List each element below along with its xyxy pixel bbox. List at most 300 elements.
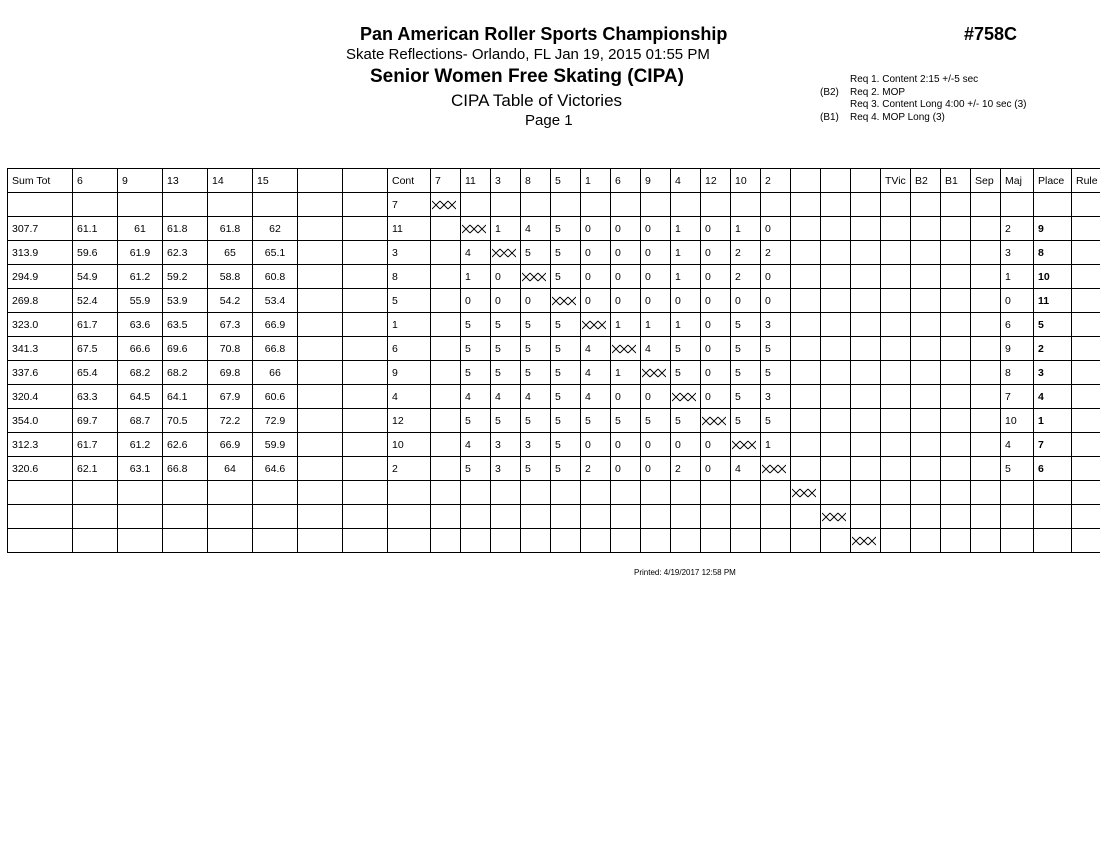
table-cell (671, 193, 701, 217)
table-cell: 69.6 (163, 337, 208, 361)
table-cell (1072, 265, 1100, 289)
location-date: Skate Reflections- Orlando, FL Jan 19, 2015 01:55 PM (346, 46, 710, 63)
table-cell (911, 241, 941, 265)
table-cell: 0 (761, 217, 791, 241)
table-cell: 53.9 (163, 289, 208, 313)
table-cell (343, 241, 388, 265)
table-cell (343, 481, 388, 505)
table-row (8, 337, 1100, 361)
table-cell (821, 313, 851, 337)
table-cell: 1 (611, 313, 641, 337)
table-cell (851, 337, 881, 361)
table-cell (911, 481, 941, 505)
table-cell: 4 (731, 457, 761, 481)
table-cell (611, 529, 641, 553)
table-cell: 2 (388, 457, 431, 481)
self-match-cross-icon (702, 416, 726, 426)
column-header: 12 (701, 169, 731, 193)
table-cell (388, 505, 431, 529)
table-cell: 0 (641, 289, 671, 313)
table-cell: 337.6 (8, 361, 73, 385)
table-cell (431, 529, 461, 553)
table-cell (791, 385, 821, 409)
table-cell (821, 385, 851, 409)
table-cell (731, 529, 761, 553)
table-cell: 4 (1001, 433, 1034, 457)
self-match-cross-icon (612, 344, 636, 354)
table-cell (491, 529, 521, 553)
table-cell: 59.6 (73, 241, 118, 265)
table-cell (431, 505, 461, 529)
table-cell (761, 529, 791, 553)
self-match-cross-icon (642, 368, 666, 378)
table-cell (343, 217, 388, 241)
table-cell (851, 289, 881, 313)
table-cell (343, 361, 388, 385)
table-cell: 61.8 (208, 217, 253, 241)
table-cell: 1 (388, 313, 431, 337)
table-cell: 5 (461, 361, 491, 385)
table-cell (551, 505, 581, 529)
table-cell (851, 313, 881, 337)
table-cell: 58.8 (208, 265, 253, 289)
table-cell (971, 241, 1001, 265)
table-cell (731, 193, 761, 217)
table-cell: 60.8 (253, 265, 298, 289)
table-cell: 313.9 (8, 241, 73, 265)
table-cell: 0 (701, 241, 731, 265)
table-cell (461, 217, 491, 241)
self-match-cross-icon (852, 536, 876, 546)
table-cell (761, 457, 791, 481)
victories-table (7, 168, 1100, 553)
table-cell (881, 529, 911, 553)
table-cell: 54.2 (208, 289, 253, 313)
table-cell (641, 193, 671, 217)
table-cell: 69.7 (73, 409, 118, 433)
table-cell: 0 (581, 241, 611, 265)
table-cell: 3 (761, 385, 791, 409)
table-cell: 0 (491, 265, 521, 289)
table-cell (73, 481, 118, 505)
table-cell (431, 361, 461, 385)
table-cell (253, 505, 298, 529)
table-cell (821, 241, 851, 265)
table-row (8, 217, 1100, 241)
table-cell: 5 (461, 313, 491, 337)
table-cell: 68.2 (163, 361, 208, 385)
table-cell (431, 265, 461, 289)
column-header: 15 (253, 169, 298, 193)
table-cell (881, 457, 911, 481)
table-cell: 4 (581, 385, 611, 409)
table-cell: 6 (1034, 457, 1072, 481)
table-cell (971, 313, 1001, 337)
table-cell: 4 (461, 433, 491, 457)
table-cell (343, 433, 388, 457)
table-cell (163, 529, 208, 553)
table-cell: 12 (388, 409, 431, 433)
table-row (8, 289, 1100, 313)
table-cell: 1 (671, 241, 701, 265)
column-header: 4 (671, 169, 701, 193)
table-cell (821, 265, 851, 289)
table-cell (1072, 217, 1100, 241)
table-cell: 5 (491, 361, 521, 385)
column-header: 3 (491, 169, 521, 193)
table-cell: 269.8 (8, 289, 73, 313)
table-cell (343, 193, 388, 217)
table-cell (911, 529, 941, 553)
table-cell: 0 (641, 433, 671, 457)
column-header: B1 (941, 169, 971, 193)
table-cell: 5 (731, 337, 761, 361)
table-cell: 70.5 (163, 409, 208, 433)
table-cell (298, 313, 343, 337)
table-cell (551, 529, 581, 553)
table-cell (73, 505, 118, 529)
table-cell: 69.8 (208, 361, 253, 385)
table-cell: 63.6 (118, 313, 163, 337)
table-cell (343, 313, 388, 337)
table-cell: 0 (581, 289, 611, 313)
table-cell (941, 409, 971, 433)
table-cell: 5 (761, 337, 791, 361)
table-cell (491, 481, 521, 505)
table-cell: 5 (551, 385, 581, 409)
table-cell (911, 313, 941, 337)
table-cell: 5 (521, 457, 551, 481)
table-cell: 5 (1034, 313, 1072, 337)
table-cell (343, 409, 388, 433)
table-cell: 61.7 (73, 433, 118, 457)
table-cell (791, 289, 821, 313)
table-cell (971, 193, 1001, 217)
table-cell (851, 193, 881, 217)
table-cell: 320.6 (8, 457, 73, 481)
table-header-row (8, 169, 1100, 193)
table-cell: 4 (461, 385, 491, 409)
table-cell: 5 (731, 385, 761, 409)
table-cell (343, 337, 388, 361)
table-cell: 3 (761, 313, 791, 337)
table-cell: 0 (641, 385, 671, 409)
table-cell (851, 433, 881, 457)
table-cell (431, 289, 461, 313)
table-cell: 5 (521, 361, 551, 385)
table-cell: 3 (388, 241, 431, 265)
table-row (8, 361, 1100, 385)
table-cell (431, 241, 461, 265)
table-cell (611, 337, 641, 361)
column-header (851, 169, 881, 193)
table-cell: 354.0 (8, 409, 73, 433)
table-cell (791, 265, 821, 289)
table-cell (163, 505, 208, 529)
table-cell (8, 193, 73, 217)
table-cell: 62.6 (163, 433, 208, 457)
table-cell (941, 481, 971, 505)
table-cell: 0 (641, 217, 671, 241)
table-cell (298, 361, 343, 385)
table-cell (298, 457, 343, 481)
table-cell: 1 (461, 265, 491, 289)
table-cell: 63.1 (118, 457, 163, 481)
table-cell: 4 (641, 337, 671, 361)
table-cell: 61.1 (73, 217, 118, 241)
table-cell (1072, 361, 1100, 385)
column-header: B2 (911, 169, 941, 193)
table-cell (1001, 529, 1034, 553)
table-cell: 1 (671, 265, 701, 289)
table-cell: 5 (761, 361, 791, 385)
table-cell (641, 529, 671, 553)
table-cell (791, 433, 821, 457)
table-cell (851, 457, 881, 481)
table-cell: 341.3 (8, 337, 73, 361)
table-cell (521, 505, 551, 529)
table-cell: 5 (551, 337, 581, 361)
table-cell: 66 (253, 361, 298, 385)
table-cell (491, 505, 521, 529)
table-cell: 10 (1034, 265, 1072, 289)
table-cell (298, 385, 343, 409)
table-cell: 9 (388, 361, 431, 385)
table-cell: 5 (461, 409, 491, 433)
table-cell: 0 (761, 265, 791, 289)
table-cell (551, 193, 581, 217)
column-header: 5 (551, 169, 581, 193)
table-cell (8, 529, 73, 553)
table-cell (791, 313, 821, 337)
table-cell (791, 217, 821, 241)
table-cell (491, 241, 521, 265)
table-cell: 8 (1001, 361, 1034, 385)
requirement-item: (B2) Req 2. MOP (820, 86, 906, 98)
table-cell (1001, 481, 1034, 505)
table-cell (1072, 289, 1100, 313)
table-cell (701, 529, 731, 553)
table-cell (941, 241, 971, 265)
table-cell (388, 481, 431, 505)
table-cell: 1 (641, 313, 671, 337)
table-cell: 0 (701, 337, 731, 361)
table-row (8, 313, 1100, 337)
table-cell: 1 (1001, 265, 1034, 289)
table-cell: 65.4 (73, 361, 118, 385)
table-cell (581, 193, 611, 217)
table-cell (118, 505, 163, 529)
table-cell (851, 385, 881, 409)
table-cell: 5 (1001, 457, 1034, 481)
table-cell: 64 (208, 457, 253, 481)
column-header: Sep (971, 169, 1001, 193)
table-cell: 70.8 (208, 337, 253, 361)
table-cell (821, 289, 851, 313)
table-cell: 7 (1001, 385, 1034, 409)
table-cell (911, 457, 941, 481)
table-cell: 9 (1001, 337, 1034, 361)
table-cell (911, 217, 941, 241)
table-cell: 10 (1001, 409, 1034, 433)
table-cell: 62 (253, 217, 298, 241)
requirement-item: Req 1. Content 2:15 +/-5 sec (850, 74, 979, 85)
table-cell (821, 337, 851, 361)
table-cell (641, 361, 671, 385)
table-cell (971, 217, 1001, 241)
table-cell: 1 (611, 361, 641, 385)
column-header: 6 (73, 169, 118, 193)
table-row (8, 241, 1100, 265)
table-cell: 3 (521, 433, 551, 457)
table-cell (971, 529, 1001, 553)
self-match-cross-icon (732, 440, 756, 450)
table-cell (461, 481, 491, 505)
table-cell: 0 (611, 457, 641, 481)
table-cell (791, 505, 821, 529)
table-cell (298, 433, 343, 457)
table-cell: 9 (1034, 217, 1072, 241)
table-cell: 5 (731, 361, 761, 385)
table-row (8, 385, 1100, 409)
table-cell (118, 193, 163, 217)
table-cell (253, 529, 298, 553)
table-cell: 1 (1034, 409, 1072, 433)
table-cell: 294.9 (8, 265, 73, 289)
table-cell (941, 313, 971, 337)
table-row (8, 265, 1100, 289)
table-cell (1001, 193, 1034, 217)
column-header: 2 (761, 169, 791, 193)
column-header: 7 (431, 169, 461, 193)
table-cell: 10 (388, 433, 431, 457)
column-header: Maj (1001, 169, 1034, 193)
table-cell (343, 265, 388, 289)
table-cell: 2 (1001, 217, 1034, 241)
table-cell: 4 (491, 385, 521, 409)
table-cell: 0 (701, 385, 731, 409)
table-cell: 0 (641, 265, 671, 289)
table-cell: 6 (1001, 313, 1034, 337)
table-cell (821, 433, 851, 457)
table-cell (911, 193, 941, 217)
table-cell (851, 505, 881, 529)
table-cell (821, 529, 851, 553)
self-match-cross-icon (792, 488, 816, 498)
table-cell (911, 361, 941, 385)
table-cell: 65 (208, 241, 253, 265)
requirement-item: (B1) Req 4. MOP Long (3) (820, 111, 945, 123)
table-cell: 11 (388, 217, 431, 241)
table-cell (641, 481, 671, 505)
table-cell: 7 (1034, 433, 1072, 457)
table-cell (671, 481, 701, 505)
table-cell: 3 (1001, 241, 1034, 265)
table-cell: 66.8 (253, 337, 298, 361)
table-cell: 5 (761, 409, 791, 433)
table-cell (611, 505, 641, 529)
table-cell (881, 289, 911, 313)
table-cell: 2 (581, 457, 611, 481)
table-cell: 5 (491, 313, 521, 337)
table-cell (298, 193, 343, 217)
table-row (8, 457, 1100, 481)
table-cell (821, 217, 851, 241)
table-cell: 0 (701, 313, 731, 337)
self-match-cross-icon (522, 272, 546, 282)
table-cell (611, 481, 641, 505)
table-cell (431, 337, 461, 361)
table-cell: 5 (671, 337, 701, 361)
table-cell: 61 (118, 217, 163, 241)
table-cell: 68.2 (118, 361, 163, 385)
table-cell (581, 313, 611, 337)
table-cell: 65.1 (253, 241, 298, 265)
table-cell: 1 (671, 313, 701, 337)
table-cell: 0 (701, 457, 731, 481)
table-cell: 72.2 (208, 409, 253, 433)
table-cell (851, 361, 881, 385)
table-cell (1072, 409, 1100, 433)
table-cell: 0 (1001, 289, 1034, 313)
table-cell: 312.3 (8, 433, 73, 457)
table-cell (851, 241, 881, 265)
table-cell (701, 481, 731, 505)
table-cell (1072, 385, 1100, 409)
table-cell: 0 (491, 289, 521, 313)
table-cell: 0 (611, 385, 641, 409)
table-cell: 2 (731, 265, 761, 289)
table-cell: 59.2 (163, 265, 208, 289)
table-cell: 5 (611, 409, 641, 433)
table-cell: 0 (581, 217, 611, 241)
table-cell: 0 (761, 289, 791, 313)
table-cell: 5 (521, 409, 551, 433)
table-cell (1072, 505, 1100, 529)
table-cell (671, 505, 701, 529)
table-cell (881, 385, 911, 409)
requirement-item: Req 3. Content Long 4:00 +/- 10 sec (3) (850, 99, 1027, 110)
table-cell (701, 505, 731, 529)
table-cell (73, 529, 118, 553)
table-cell (8, 481, 73, 505)
table-cell (791, 457, 821, 481)
table-cell: 5 (491, 337, 521, 361)
table-cell: 4 (521, 217, 551, 241)
table-cell (1072, 313, 1100, 337)
table-cell: 5 (461, 337, 491, 361)
table-cell (1001, 505, 1034, 529)
table-cell: 5 (461, 457, 491, 481)
table-cell: 66.9 (208, 433, 253, 457)
table-cell: 3 (491, 433, 521, 457)
table-cell (461, 529, 491, 553)
table-cell: 8 (388, 265, 431, 289)
table-cell (298, 529, 343, 553)
column-header: Cont (388, 169, 431, 193)
table-cell (851, 409, 881, 433)
column-header: TVic (881, 169, 911, 193)
table-cell: 323.0 (8, 313, 73, 337)
table-cell: 5 (551, 265, 581, 289)
column-header: 14 (208, 169, 253, 193)
table-cell (461, 505, 491, 529)
table-cell (971, 361, 1001, 385)
table-cell (1072, 337, 1100, 361)
column-header: 1 (581, 169, 611, 193)
table-cell: 66.6 (118, 337, 163, 361)
table-cell: 6 (388, 337, 431, 361)
